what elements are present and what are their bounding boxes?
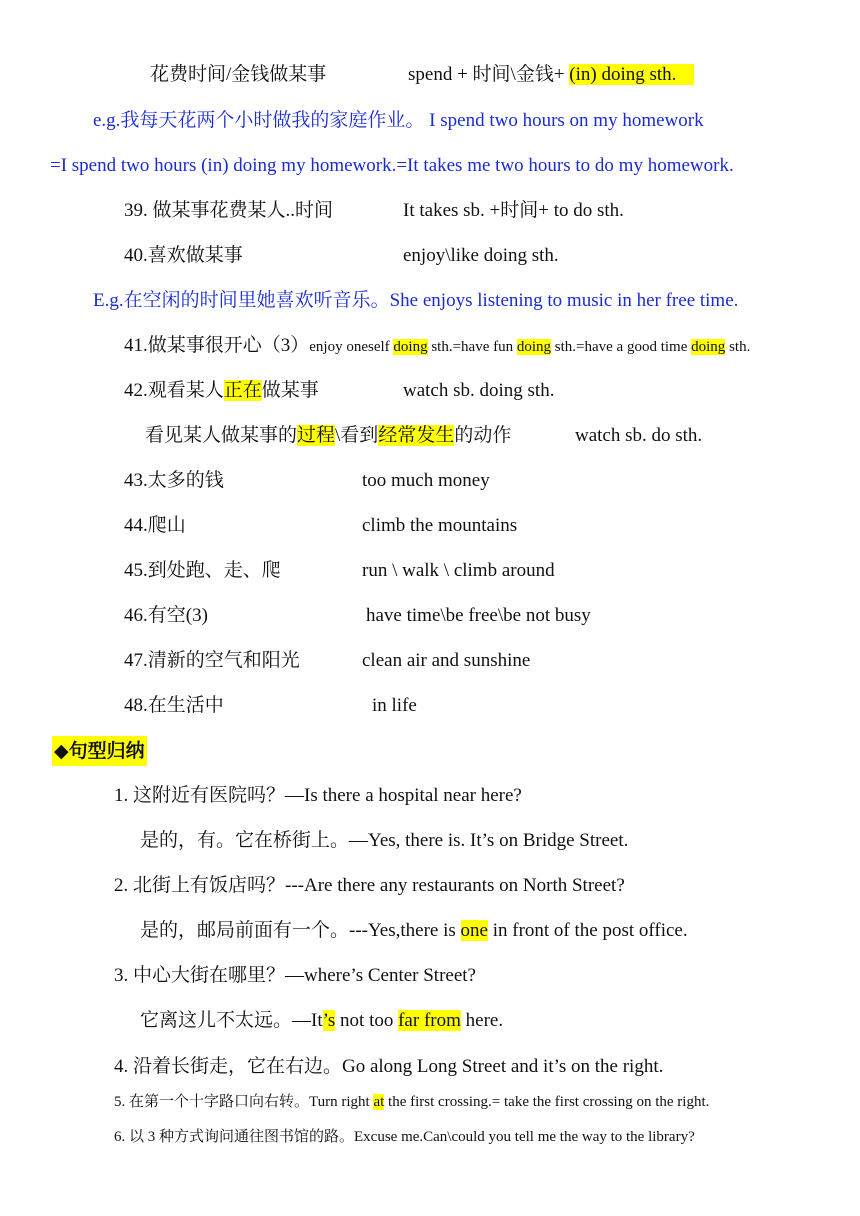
sentence-3-answer (140, 1008, 503, 1034)
phrase-42-cn (124, 378, 319, 404)
phrase-41-en-3: sth.=have a good time (551, 339, 692, 355)
sentence-5-a: 5. 在第一个十字路口向右转。Turn right (114, 1094, 374, 1110)
sentence-5 (114, 1089, 709, 1115)
phrase-41-highlight-3: doing (691, 339, 726, 355)
phrase-42b-cn-a: 看见某人做某事的 (145, 425, 298, 446)
sentence-1-answer: 是的，有。它在桥街上。—Yes, there is. It’s on Bridge Street. (140, 830, 629, 851)
sentence-3-answer-c: here. (460, 1010, 504, 1031)
phrase-spend-cn: 花费时间/金钱做某事 (150, 64, 327, 85)
example-1-line-2: =I spend two hours (in) doing my homework.=It takes me two hours to do my homework. (50, 155, 734, 176)
phrase-47-cn: 47.清新的空气和阳光 (124, 650, 300, 671)
phrase-41-en-1: enjoy oneself (309, 339, 394, 355)
phrase-40-cn: 40.喜欢做某事 (124, 245, 243, 266)
phrase-48-en: in life (372, 695, 417, 716)
phrase-42-cn-b: 做某事 (261, 380, 319, 401)
phrase-41-en-2: sth.=have fun (427, 339, 517, 355)
sentence-3-highlight-1: ’s (322, 1010, 336, 1031)
phrase-41 (124, 333, 750, 360)
sentence-3-question: 3. 中心大街在哪里？—where’s Center Street? (114, 965, 476, 986)
phrase-41-highlight-2: doing (516, 339, 552, 355)
sentence-2-question: 2. 北街上有饭店吗？---Are there any restaurants on North Street? (114, 875, 625, 896)
phrase-48-cn: 48.在生活中 (124, 695, 224, 716)
example-2: E.g.在空闲的时间里她喜欢听音乐。She enjoys listening to music in her free time. (93, 290, 739, 311)
phrase-40-en: enjoy\like doing sth. (403, 245, 559, 266)
sentence-5-b: the first crossing.= take the first crossing on the right. (384, 1094, 710, 1110)
sentence-1-question: 1. 这附近有医院吗？—Is there a hospital near here? (114, 785, 522, 806)
phrase-42-highlight: 正在 (223, 380, 262, 401)
sentence-4: 4. 沿着长街走，它在右边。Go along Long Street and it’s on the right. (114, 1056, 664, 1077)
phrase-42b-cn-c: 的动作 (454, 425, 512, 446)
phrase-39-en: It takes sb. +时间+ to do sth. (403, 200, 624, 221)
phrase-41-cn: 41.做某事很开心（3） (124, 335, 310, 356)
phrase-45-en: run \ walk \ climb around (362, 560, 555, 581)
phrase-39-cn: 39. 做某事花费某人..时间 (124, 200, 334, 221)
phrase-42-en: watch sb. doing sth. (403, 380, 555, 401)
sentence-2-highlight: one (460, 920, 488, 941)
sentence-5-highlight: at (373, 1094, 385, 1110)
sentence-3-answer-a: 它离这儿不太远。—It (140, 1010, 323, 1031)
phrase-41-highlight-1: doing (393, 339, 428, 355)
section-heading: ◆句型归纳 (52, 736, 147, 766)
phrase-42b-cn-b: \看到 (335, 425, 379, 446)
phrase-47-en: clean air and sunshine (362, 650, 531, 671)
phrase-43-en: too much money (362, 470, 490, 491)
phrase-42b-highlight-2: 经常发生 (378, 425, 455, 446)
sentence-2-answer (140, 918, 688, 944)
phrase-43-cn: 43.太多的钱 (124, 470, 224, 491)
phrase-45-cn: 45.到处跑、走、爬 (124, 560, 281, 581)
sentence-2-answer-a: 是的，邮局前面有一个。---Yes,there is (140, 920, 461, 941)
sentence-2-answer-b: in front of the post office. (487, 920, 688, 941)
phrase-spend-en (408, 62, 694, 88)
phrase-46-cn: 46.有空(3) (124, 605, 208, 626)
sentence-6: 6. 以 3 种方式询问通往图书馆的路。Excuse me.Can\could you tell me the way to the library? (114, 1129, 695, 1145)
sentence-3-answer-b: not too (335, 1010, 399, 1031)
phrase-44-cn: 44.爬山 (124, 515, 186, 536)
phrase-44-en: climb the mountains (362, 515, 518, 536)
phrase-spend-highlight: (in) doing sth. (569, 64, 694, 85)
phrase-41-en-4: sth. (725, 339, 751, 355)
sentence-3-highlight-2: far from (398, 1010, 461, 1031)
phrase-spend-en-text: spend + 时间\金钱+ (408, 64, 570, 85)
phrase-42b-en: watch sb. do sth. (575, 425, 703, 446)
phrase-42-cn-a: 42.观看某人 (124, 380, 224, 401)
phrase-46-en: have time\be free\be not busy (366, 605, 591, 626)
phrase-42b-highlight-1: 过程 (297, 425, 336, 446)
example-1-line-1: e.g.我每天花两个小时做我的家庭作业。 I spend two hours on my homework (93, 110, 704, 131)
phrase-42b-cn (145, 423, 511, 449)
